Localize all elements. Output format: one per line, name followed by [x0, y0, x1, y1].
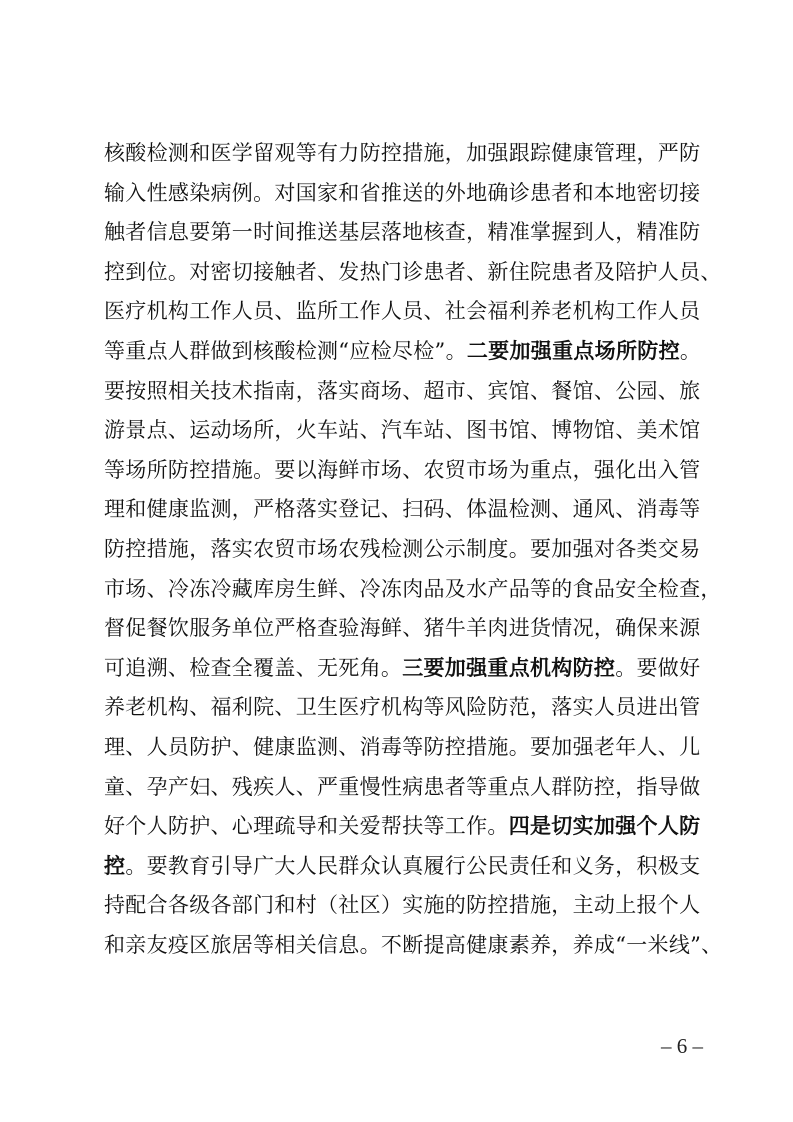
text-line	[104, 886, 701, 926]
page-number: – 6 –	[661, 1034, 703, 1058]
body-text: 理、人员防护、健康监测、消毒等防控措施。要加强老年人、儿	[104, 734, 701, 759]
text-line	[104, 253, 722, 293]
body-text: 控到位。对密切接触者、发热门诊患者、新住院患者及陪护人员、	[104, 259, 722, 284]
body-text: 市场、冷冻冷藏库房生鲜、冷冻肉品及水产品等的食品安全检查，	[104, 576, 722, 601]
body-text: 好个人防护、心理疏导和关爱帮扶等工作。	[104, 814, 509, 839]
text-line	[104, 847, 701, 887]
text-line	[104, 490, 701, 530]
body-text: 输入性感染病例。对国家和省推送的外地确诊患者和本地密切接	[104, 180, 701, 205]
body-text: 等重点人群做到核酸检测“应检尽检”。	[104, 338, 467, 363]
body-text: 防控措施，落实农贸市场农残检测公示制度。要加强对各类交易	[104, 536, 701, 561]
body-text: 。要做好	[615, 655, 701, 680]
body-text: 。要教育引导广大人民群众认真履行公民责任和义务，积极支	[125, 853, 701, 878]
body-text: 触者信息要第一时间推送基层落地核查，精准掌握到人，精准防	[104, 220, 701, 245]
bold-heading-text: 控	[104, 853, 126, 878]
body-text: 理和健康监测，严格落实登记、扫码、体温检测、通风、消毒等	[104, 497, 701, 522]
body-text: 童、孕产妇、残疾人、严重慢性病患者等重点人群防控，指导做	[104, 774, 701, 799]
text-line	[104, 292, 701, 332]
text-line	[104, 174, 701, 214]
text-line	[104, 411, 701, 451]
body-text: 可追溯、检查全覆盖、无死角。	[104, 655, 403, 680]
text-line	[104, 451, 701, 491]
text-line	[104, 134, 701, 174]
body-text: 等场所防控措施。要以海鲜市场、农贸市场为重点，强化出入管	[104, 457, 701, 482]
body-text: 要按照相关技术指南，落实商场、超市、宾馆、餐馆、公园、旅	[104, 378, 701, 403]
text-line	[104, 807, 701, 847]
bold-heading-text: 三要加强重点机构防控	[402, 655, 616, 680]
text-line	[104, 213, 701, 253]
bold-heading-text: 四是切实加强个人防	[508, 814, 701, 839]
text-line	[104, 728, 701, 768]
text-line	[104, 688, 701, 728]
body-text: 督促餐饮服务单位严格查验海鲜、猪牛羊肉进货情况，确保来源	[104, 616, 701, 641]
bold-heading-text: 二要加强重点场所防控	[466, 338, 680, 363]
text-line	[104, 609, 701, 649]
body-text: 。	[679, 338, 702, 363]
body-text: 医疗机构工作人员、监所工作人员、社会福利养老机构工作人员	[104, 299, 701, 324]
text-line	[104, 372, 701, 412]
body-text: 游景点、运动场所，火车站、汽车站、图书馆、博物馆、美术馆	[104, 418, 701, 443]
body-text: 和亲友疫区旅居等相关信息。不断提高健康素养，养成“一米线”、	[104, 932, 723, 957]
text-line	[104, 649, 701, 689]
body-text: 核酸检测和医学留观等有力防控措施，加强跟踪健康管理，严防	[104, 141, 701, 165]
text-line	[104, 768, 701, 808]
text-line	[104, 926, 723, 966]
text-line	[104, 332, 702, 372]
document-body	[104, 134, 723, 965]
body-text: 持配合各级各部门和村（社区）实施的防控措施，主动上报个人	[104, 893, 701, 918]
body-text: 养老机构、福利院、卫生医疗机构等风险防范，落实人员进出管	[104, 695, 701, 720]
text-line	[104, 530, 701, 570]
text-line	[104, 570, 722, 610]
